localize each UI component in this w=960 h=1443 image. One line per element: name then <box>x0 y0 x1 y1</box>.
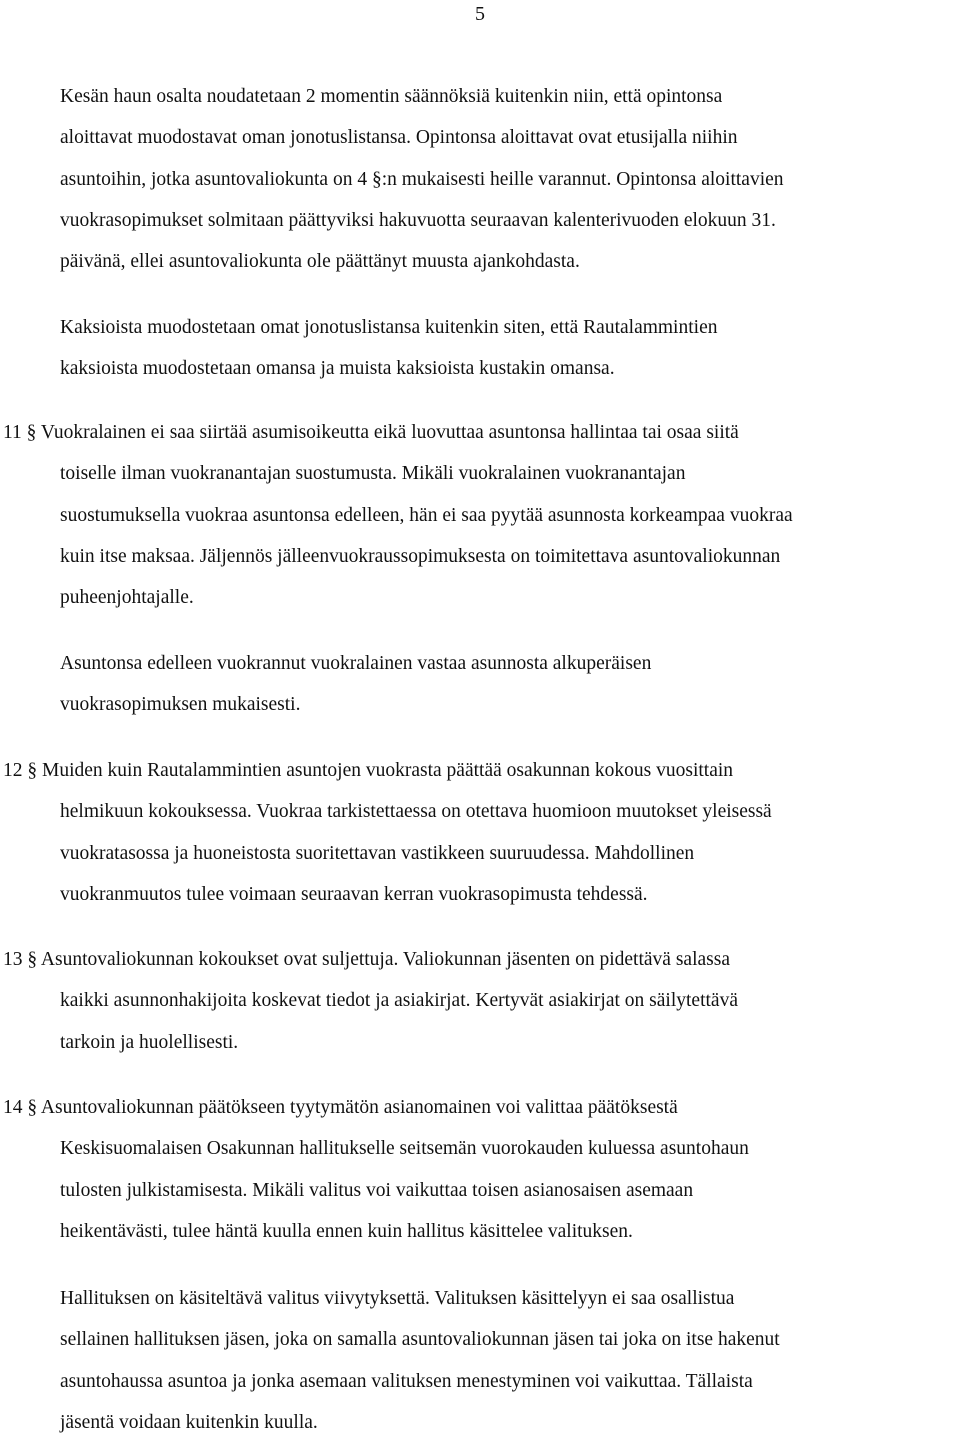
text-line: helmikuun kokouksessa. Vuokraa tarkistettaessa on otettava huomioon muutokset yleisessä <box>60 801 772 823</box>
text-line: kaksioista muodostetaan omansa ja muista kaksioista kustakin omansa. <box>60 358 615 380</box>
text-line: Kaksioista muodostetaan omat jonotuslistansa kuitenkin siten, että Rautalammintien <box>60 317 718 338</box>
text-line: tarkoin ja huolellisesti. <box>60 1031 239 1053</box>
paragraph-summer-application <box>60 76 960 282</box>
section-12 <box>3 750 950 915</box>
text-line: asuntohaussa asuntoa ja jonka asemaan valituksen menestyminen voi vaikuttaa. Tällaista <box>60 1370 753 1392</box>
text-line: aloittavat muodostavat oman jonotuslistansa. Opintonsa aloittavat ovat etusijalla niihin <box>60 127 738 149</box>
text-line: Asuntonsa edelleen vuokrannut vuokralainen vastaa asunnosta alkuperäisen <box>60 653 652 674</box>
text-line: toiselle ilman vuokranantajan suostumusta. Mikäli vuokralainen vuokranantajan <box>60 463 686 485</box>
text-line: jäsentä voidaan kuitenkin kuulla. <box>60 1411 318 1433</box>
text-line: vuokranmuutos tulee voimaan seuraavan kerran vuokrasopimusta tehdessä. <box>60 883 648 905</box>
text-line: tulosten julkistamisesta. Mikäli valitus voi vaikuttaa toisen asianosaisen asemaan <box>60 1179 694 1201</box>
section-heading-line: 13 § Asuntovaliokunnan kokoukset ovat suljettuja. Valiokunnan jäsenten on pidettävä salassa <box>3 949 730 970</box>
section-11 <box>3 412 950 618</box>
text-line: kaikki asunnonhakijoita koskevat tiedot ja asiakirjat. Kertyvät asiakirjat on säilytettävä <box>60 990 738 1012</box>
paragraph-two-room-queues <box>60 307 950 390</box>
text-line: sellainen hallituksen jäsen, joka on samalla asuntovaliokunnan jäsen tai joka on itse hakenut <box>60 1329 780 1351</box>
text-line: Hallituksen on käsiteltävä valitus viivytyksettä. Valituksen käsittelyyn ei saa osallistua <box>60 1288 735 1309</box>
text-line: Kesän haun osalta noudatetaan 2 momentin säännöksiä kuitenkin niin, että opintonsa <box>60 86 723 107</box>
paragraph-sublet-liability <box>60 643 950 726</box>
section-heading-line: 11 § Vuokralainen ei saa siirtää asumisoikeutta eikä luovuttaa asuntonsa hallintaa tai osaa siitä <box>3 422 739 443</box>
text-line: Keskisuomalaisen Osakunnan hallitukselle seitsemän vuorokauden kuluessa asuntohaun <box>60 1138 749 1160</box>
text-line: puheenjohtajalle. <box>60 587 194 609</box>
text-line: asuntoihin, jotka asuntovaliokunta on 4 §:n mukaisesti heille varannut. Opintonsa aloittavien <box>60 168 784 190</box>
text-line: kuin itse maksaa. Jäljennös jälleenvuokraussopimuksesta on toimitettava asuntovaliokunnan <box>60 545 781 567</box>
text-line: vuokrasopimukset solmitaan päättyviksi hakuvuotta seuraavan kalenterivuoden elokuun 31. <box>60 209 776 231</box>
section-14 <box>3 1087 950 1252</box>
section-13 <box>3 939 950 1063</box>
text-line: heikentävästi, tulee häntä kuulla ennen kuin hallitus käsittelee valituksen. <box>60 1220 633 1242</box>
text-line: päivänä, ellei asuntovaliokunta ole päättänyt muusta ajankohdasta. <box>60 251 580 273</box>
paragraph-board-handling <box>60 1278 950 1443</box>
page-number: 5 <box>475 3 485 25</box>
text-line: suostumuksella vuokraa asuntonsa edelleen, hän ei saa pyytää asunnosta korkeampaa vuokraa <box>60 504 793 526</box>
section-heading-line: 12 § Muiden kuin Rautalammintien asuntojen vuokrasta päättää osakunnan kokous vuosittain <box>3 760 734 781</box>
section-heading-line: 14 § Asuntovaliokunnan päätökseen tyytymätön asianomainen voi valittaa päätöksestä <box>3 1097 678 1118</box>
text-line: vuokratasossa ja huoneistosta suoritettavan vastikkeen suuruudessa. Mahdollinen <box>60 842 695 864</box>
text-line: vuokrasopimuksen mukaisesti. <box>60 694 301 716</box>
